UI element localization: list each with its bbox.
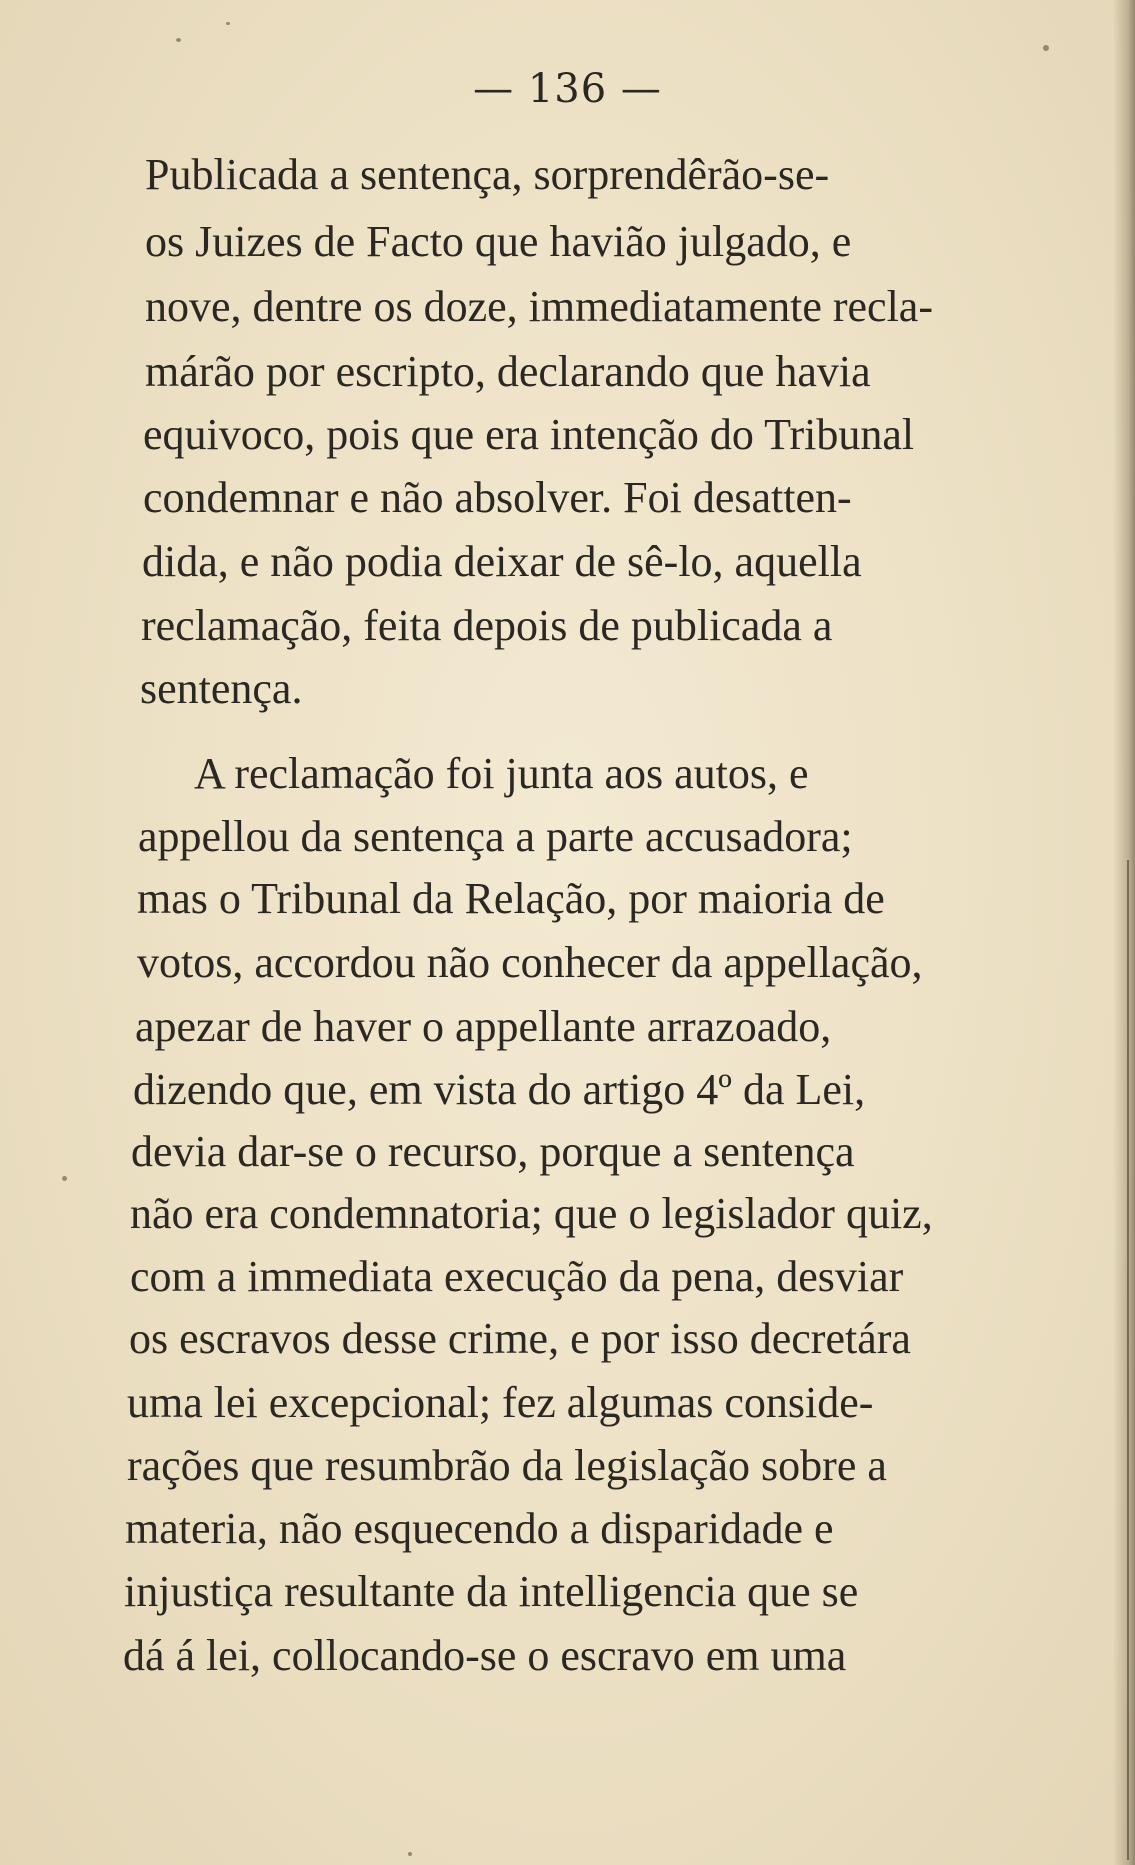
paper-speck <box>1043 45 1049 51</box>
text-line: devia dar-se o recurso, porque a sentença <box>131 1127 855 1176</box>
text-line: votos, accordou não conhecer da appellação, <box>137 938 923 987</box>
text-line: rações que resumbrão da legislação sobre a <box>127 1441 887 1490</box>
text-line: Publicada a sentença, sorprendêrão-se- <box>145 150 830 199</box>
text-line: não era condemnatoria; que o legislador quiz, <box>130 1189 933 1238</box>
paper-speck <box>176 38 181 42</box>
text-line: os Juizes de Facto que havião julgado, e <box>145 217 852 266</box>
paper-speck <box>226 22 230 25</box>
text-line: reclamação, feita depois de publicada a <box>141 601 833 650</box>
text-line: uma lei excepcional; fez algumas conside- <box>127 1378 874 1427</box>
text-line: nove, dentre os doze, immediatamente recla- <box>145 282 933 331</box>
paper-speck <box>408 1852 412 1856</box>
text-line: com a immediata execução da pena, desviar <box>130 1252 904 1301</box>
text-line: sentença. <box>140 664 303 713</box>
page-edge-line <box>1127 860 1129 1860</box>
text-line: dizendo que, em vista do artigo 4º da Lei, <box>133 1065 866 1114</box>
text-line: dida, e não podia deixar de sê-lo, aquella <box>142 537 862 586</box>
text-line: condemnar e não absolver. Foi desatten- <box>143 473 852 522</box>
text-line: os escravos desse crime, e por isso decretára <box>129 1314 911 1363</box>
text-line: equivoco, pois que era intenção do Tribunal <box>143 410 915 459</box>
page-edge-shadow <box>1113 0 1135 1865</box>
text-line: A reclamação foi junta aos autos, e <box>194 749 809 798</box>
text-line: appellou da sentença a parte accusadora; <box>138 812 853 861</box>
text-line: materia, não esquecendo a disparidade e <box>125 1504 834 1553</box>
text-line: mas o Tribunal da Relação, por maioria de <box>137 874 885 923</box>
page-number: — 136 — <box>473 66 662 112</box>
text-line: injustiça resultante da intelligencia que se <box>124 1567 859 1616</box>
text-line: dá á lei, collocando-se o escravo em uma <box>123 1631 847 1680</box>
text-line: apezar de haver o appellante arrazoado, <box>135 1002 832 1051</box>
paper-speck <box>62 1176 67 1181</box>
text-line: márão por escripto, declarando que havia <box>145 347 871 396</box>
